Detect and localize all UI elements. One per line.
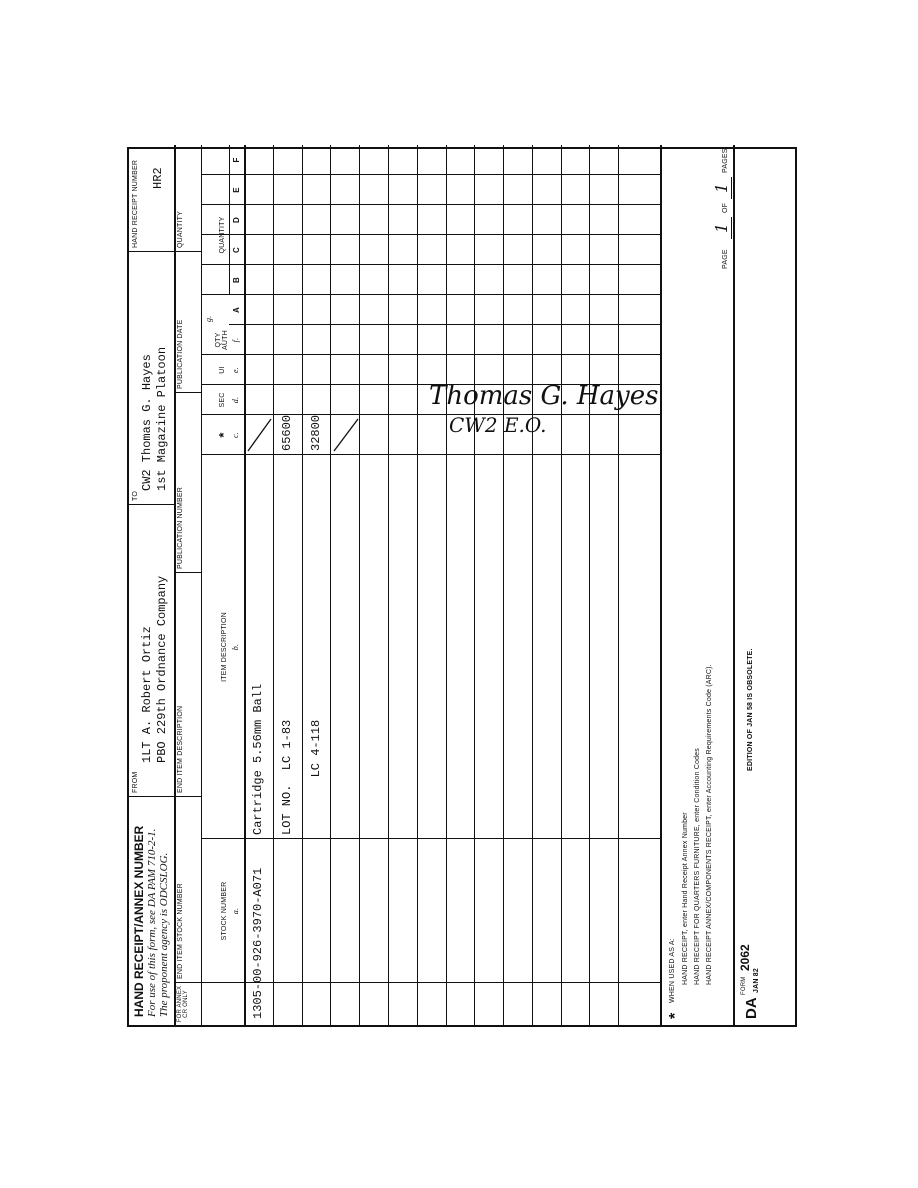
footer-star: * bbox=[667, 1012, 684, 1019]
to-name: CW2 Thomas G. Hayes bbox=[140, 354, 154, 491]
publication-number-label: PUBLICATION NUMBER bbox=[177, 486, 184, 569]
form-proponent: The proponent agency is ODCSLOG. bbox=[158, 852, 170, 1017]
col-ui-letter: e. bbox=[231, 367, 240, 373]
col-qty-c: C bbox=[232, 247, 241, 253]
col-stock-number: STOCK NUMBER bbox=[221, 881, 228, 941]
col-qty-auth: QTY AUTH bbox=[215, 330, 230, 350]
divider bbox=[129, 504, 174, 505]
col-line bbox=[201, 982, 660, 983]
row-line bbox=[589, 145, 590, 1025]
quantity-split-line bbox=[229, 145, 230, 295]
quantity-label-top: QUANTITY bbox=[177, 211, 184, 248]
when-used-label: WHEN USED AS A: bbox=[669, 938, 676, 1003]
hand-receipt-form bbox=[127, 147, 797, 1027]
form-subtitle: For use of this form, see DA PAM 710-2-1. bbox=[146, 828, 158, 1017]
page-total: 1 bbox=[712, 177, 732, 199]
row-2-desc: LOT NO. LC 1-83 bbox=[280, 719, 294, 835]
col-qty-auth-letter: f. bbox=[231, 337, 240, 343]
col-sec-letter: d. bbox=[231, 396, 240, 404]
hr-number-label: HAND RECEIPT NUMBER bbox=[132, 159, 139, 248]
end-item-desc-label: END ITEM DESCRIPTION bbox=[177, 705, 184, 793]
form-word: FORM bbox=[741, 976, 747, 995]
col-stock-letter: a. bbox=[231, 907, 240, 915]
form-title: HAND RECEIPT/ANNEX NUMBER bbox=[132, 825, 146, 1017]
col-line bbox=[201, 234, 660, 235]
col-qty-f: F bbox=[232, 157, 241, 163]
publication-date-label: PUBLICATION DATE bbox=[177, 319, 184, 389]
form-number: 2062 bbox=[738, 944, 752, 971]
when-used-line-2: HAND RECEIPT FOR QUARTERS FURNITURE, enter Condition Codes bbox=[694, 748, 701, 985]
from-label: FROM bbox=[132, 771, 139, 793]
row-line bbox=[503, 145, 504, 1025]
row-1-desc: Cartridge 5.56mm Ball bbox=[251, 683, 265, 835]
row-line bbox=[388, 145, 389, 1025]
row-line bbox=[618, 145, 619, 1025]
col-qty-b: B bbox=[232, 277, 241, 283]
col-line bbox=[201, 838, 660, 839]
row-line bbox=[359, 145, 360, 1025]
col-sec: SEC bbox=[219, 392, 226, 408]
signature-line-2: CW2 E.O. bbox=[449, 413, 547, 437]
pages-label: PAGES bbox=[722, 148, 729, 173]
hr-number: HR2 bbox=[151, 167, 165, 189]
col-ui: UI bbox=[219, 366, 226, 374]
row-line bbox=[446, 145, 447, 1025]
end-item-stock-label: END ITEM STOCK NUMBER bbox=[177, 883, 184, 979]
col-star-letter: c. bbox=[231, 432, 240, 438]
divider bbox=[174, 392, 201, 393]
row-2-qty: 65600 bbox=[280, 414, 294, 451]
col-item-description: ITEM DESCRIPTION bbox=[221, 612, 228, 682]
row-3-qty: 32800 bbox=[309, 414, 323, 451]
table-bottom-line bbox=[660, 145, 662, 1025]
col-line bbox=[201, 294, 660, 295]
form-date: JAN 82 bbox=[753, 968, 760, 993]
for-annex-label: FOR ANNEX CR ONLY bbox=[177, 985, 190, 1023]
from-name: 1LT A. Robert Ortiz bbox=[140, 626, 154, 763]
col-qty-e: E bbox=[232, 187, 241, 193]
col-qty-a: A bbox=[232, 307, 241, 313]
of-label: OF bbox=[722, 202, 729, 213]
row-3-desc: LC 4-118 bbox=[309, 719, 323, 835]
header-bottom-line bbox=[174, 145, 176, 1025]
from-unit: PBO 229th Ordnance Company bbox=[155, 575, 169, 763]
row-line bbox=[417, 145, 418, 1025]
row-line bbox=[273, 145, 274, 1025]
subheader-bottom-line bbox=[201, 145, 202, 1025]
table-header-bottom bbox=[244, 145, 246, 1025]
row-line bbox=[532, 145, 533, 1025]
col-quantity: QUANTITY bbox=[219, 216, 226, 254]
divider bbox=[174, 572, 201, 573]
signature-line-1: Thomas G. Hayes bbox=[429, 381, 659, 411]
to-label: TO bbox=[132, 491, 139, 501]
col-g-mark: g. bbox=[204, 315, 213, 322]
page-label: PAGE bbox=[722, 249, 729, 269]
form-da: DA bbox=[743, 997, 760, 1019]
col-line bbox=[201, 264, 660, 265]
when-used-line-1: HAND RECEIPT, enter Hand Receipt Annex Number bbox=[682, 812, 689, 985]
edition-note: EDITION OF JAN 58 IS OBSOLETE. bbox=[747, 648, 754, 771]
col-line bbox=[201, 204, 660, 205]
divider bbox=[129, 796, 201, 797]
row-1-stock: 1305-00-926-3970-A071 bbox=[251, 867, 265, 1019]
divider bbox=[174, 982, 201, 983]
col-star: * bbox=[216, 432, 231, 438]
row-line bbox=[561, 145, 562, 1025]
col-line bbox=[201, 174, 660, 175]
page-number: 1 bbox=[712, 217, 732, 239]
col-line bbox=[201, 354, 660, 355]
col-qty-d: D bbox=[232, 217, 241, 223]
handwritten-marks bbox=[244, 415, 360, 455]
row-line bbox=[302, 145, 303, 1025]
col-item-letter: b. bbox=[231, 643, 240, 651]
when-used-line-3: HAND RECEIPT ANNEX/COMPONENTS RECEIPT, enter Accounting Requirements Code (ARC). bbox=[706, 664, 713, 985]
divider bbox=[129, 251, 201, 252]
row-line bbox=[330, 145, 331, 1025]
footer-divider bbox=[733, 145, 735, 1025]
to-unit: 1st Magazine Platoon bbox=[155, 346, 169, 491]
row-line bbox=[474, 145, 475, 1025]
col-line bbox=[229, 324, 660, 325]
